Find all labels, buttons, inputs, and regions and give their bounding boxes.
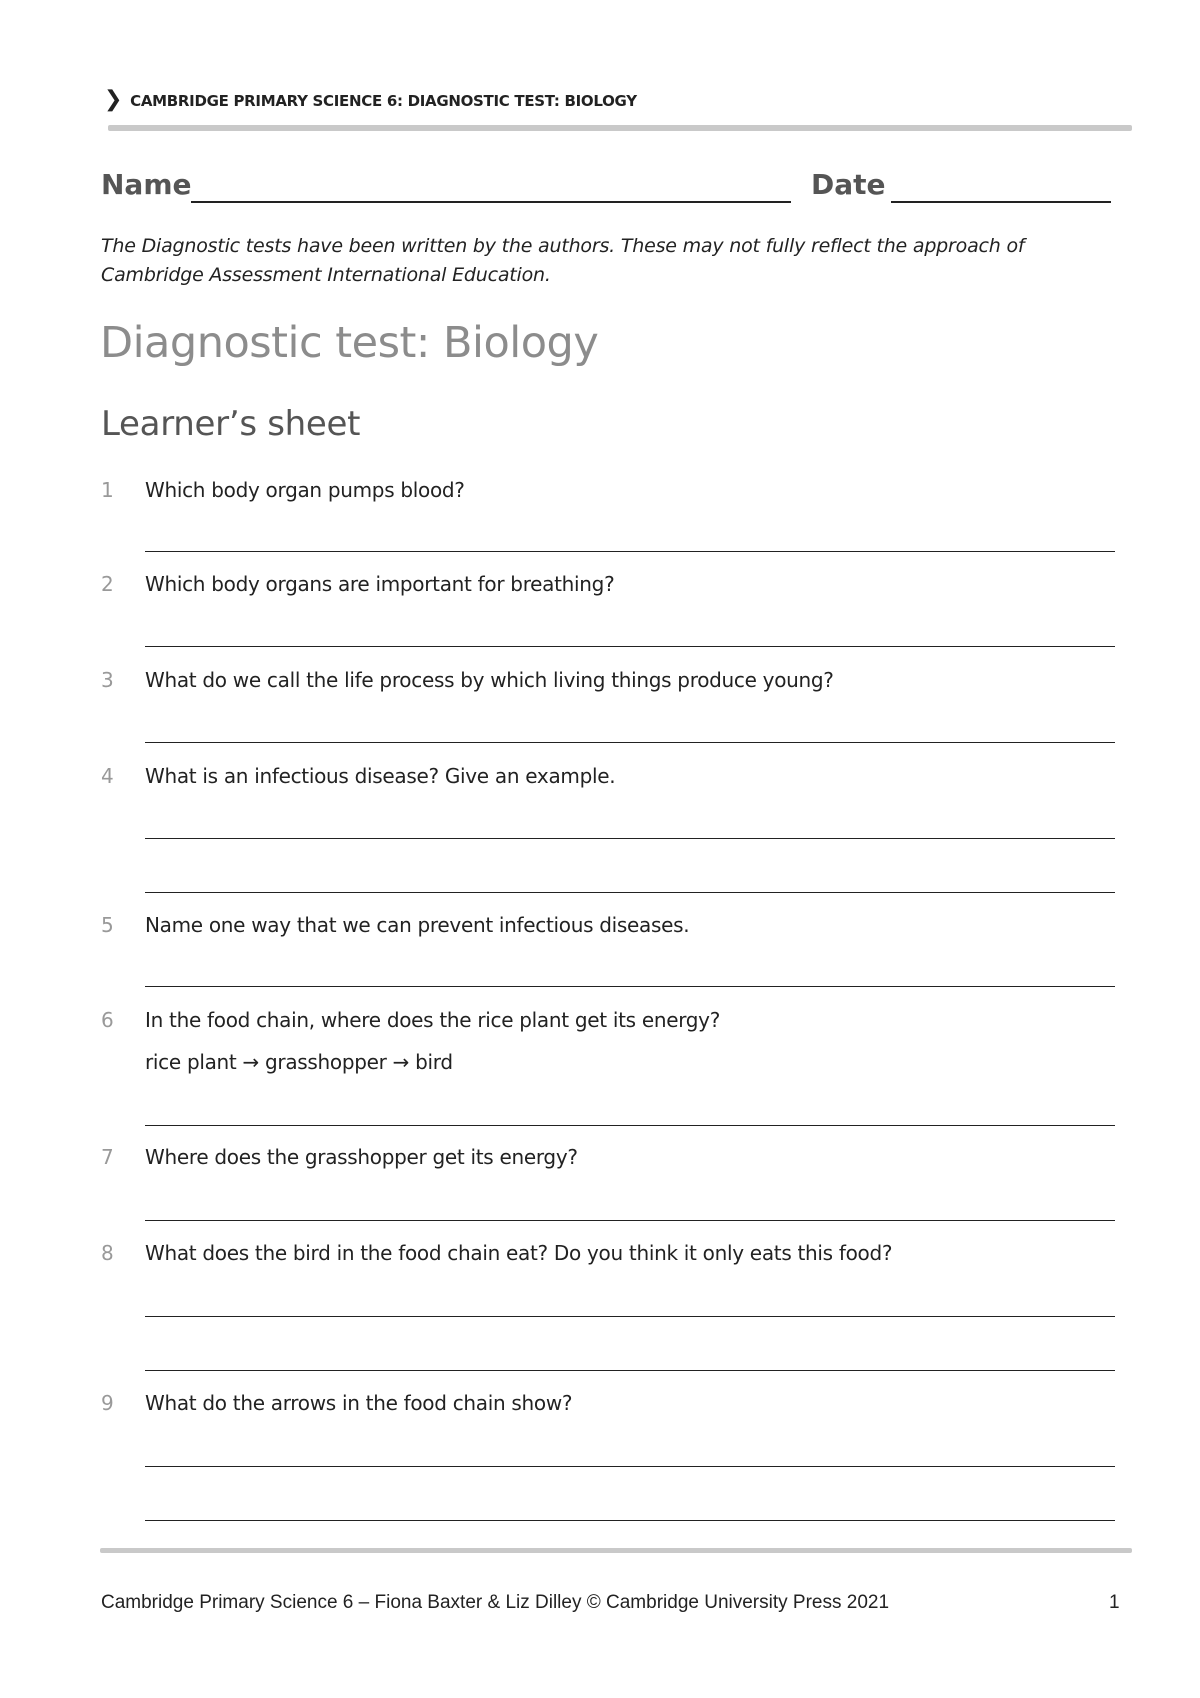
page-title: Diagnostic test: Biology — [100, 318, 599, 368]
date-field[interactable] — [891, 201, 1111, 203]
answer-line[interactable] — [145, 1125, 1115, 1126]
footer-divider — [100, 1548, 1132, 1553]
name-label: Name — [101, 168, 192, 201]
name-field[interactable] — [191, 201, 791, 203]
page-number: 1 — [1109, 1592, 1120, 1613]
running-header — [104, 88, 637, 113]
question-text: What does the bird in the food chain eat? Do you think it only eats this food? — [145, 1241, 893, 1265]
answer-line[interactable] — [145, 838, 1115, 839]
answer-line[interactable] — [145, 1520, 1115, 1521]
answer-line[interactable] — [145, 646, 1115, 647]
question-text: Name one way that we can prevent infectious diseases. — [145, 913, 690, 937]
answer-line[interactable] — [145, 1370, 1115, 1371]
question-text: What is an infectious disease? Give an example. — [145, 764, 616, 788]
answer-line[interactable] — [145, 1316, 1115, 1317]
question-number: 6 — [101, 1008, 114, 1032]
question-text: Where does the grasshopper get its energy? — [145, 1145, 578, 1169]
question-text: What do we call the life process by which living things produce young? — [145, 668, 834, 692]
food-chain-text: rice plant → grasshopper → bird — [145, 1050, 453, 1074]
running-header-text: CAMBRIDGE PRIMARY SCIENCE 6: DIAGNOSTIC TEST: BIOLOGY — [130, 91, 637, 110]
date-label: Date — [811, 168, 886, 201]
disclaimer — [101, 232, 1101, 290]
question-number: 3 — [101, 668, 114, 692]
question-text: Which body organs are important for breathing? — [145, 572, 615, 596]
page-subtitle: Learner’s sheet — [101, 404, 361, 444]
footer-credit: Cambridge Primary Science 6 – Fiona Baxter & Liz Dilley © Cambridge University Press 2021 — [101, 1592, 890, 1613]
disclaimer-line: Cambridge Assessment International Education. — [101, 264, 551, 286]
question-text: In the food chain, where does the rice plant get its energy? — [145, 1008, 721, 1032]
question-number: 2 — [101, 572, 114, 596]
answer-line[interactable] — [145, 892, 1115, 893]
answer-line[interactable] — [145, 1466, 1115, 1467]
answer-line[interactable] — [145, 1220, 1115, 1221]
answer-line[interactable] — [145, 986, 1115, 987]
question-number: 9 — [101, 1391, 114, 1415]
question-number: 4 — [101, 764, 114, 788]
question-number: 8 — [101, 1241, 114, 1265]
question-number: 1 — [101, 478, 114, 502]
answer-line[interactable] — [145, 551, 1115, 552]
question-text: What do the arrows in the food chain show? — [145, 1391, 573, 1415]
question-number: 7 — [101, 1145, 114, 1169]
name-date-row — [101, 168, 1111, 208]
question-number: 5 — [101, 913, 114, 937]
answer-line[interactable] — [145, 742, 1115, 743]
chevron-right-icon: ❯ — [104, 87, 123, 112]
question-text: Which body organ pumps blood? — [145, 478, 465, 502]
disclaimer-line: The Diagnostic tests have been written by the authors. These may not fully reflect the approach of — [101, 235, 1025, 257]
header-divider — [108, 125, 1132, 131]
